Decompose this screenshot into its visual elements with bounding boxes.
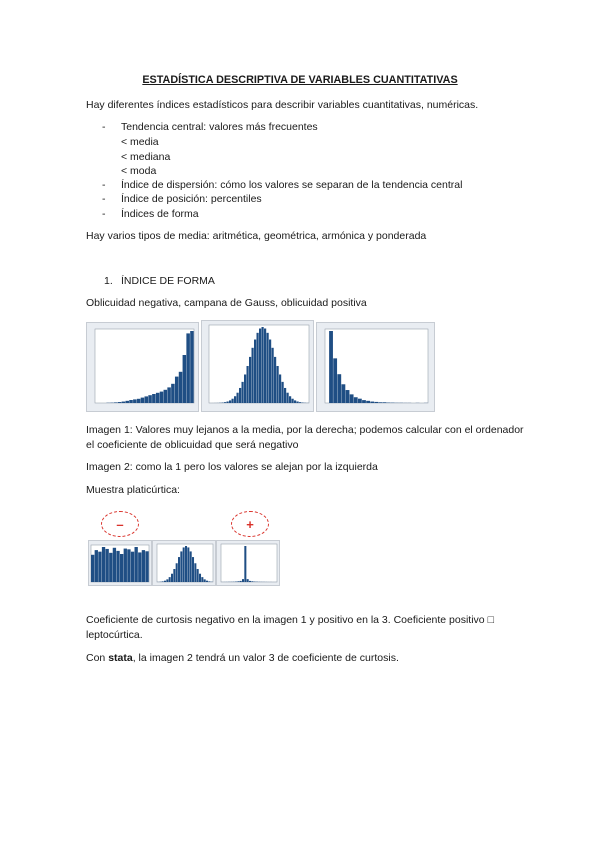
histogram-bar: [350, 394, 354, 403]
histogram-bar: [284, 388, 286, 403]
bullet-dash: -: [102, 179, 106, 191]
histogram-bar: [329, 331, 333, 403]
histogram-bar: [137, 399, 141, 403]
histogram-bar: [194, 563, 196, 582]
histogram-bar: [180, 551, 182, 582]
minus-badge: –: [101, 511, 139, 537]
histogram-bar: [131, 552, 134, 582]
histogram-bar: [145, 396, 149, 403]
histogram-bar: [374, 402, 378, 403]
histogram-bar: [124, 549, 127, 582]
histogram-bar: [133, 399, 137, 403]
histogram-negative-skew: [86, 322, 199, 412]
histogram-bar: [333, 358, 337, 403]
histogram-bar: [113, 548, 116, 582]
histogram-bar: [206, 581, 208, 582]
histogram-bar: [135, 547, 138, 582]
histogram-bar: [192, 557, 194, 582]
histogram-bar: [354, 397, 358, 403]
histogram-bar: [114, 402, 118, 403]
curtosis-text-line2: leptocúrtica.: [86, 629, 143, 641]
histogram-bar: [252, 348, 254, 403]
histogram-bar: [141, 398, 145, 403]
histogram-bar: [267, 333, 269, 403]
bullet-posicion: Índice de posición: percentiles: [121, 193, 262, 205]
histogram-bar: [190, 551, 192, 582]
histogram-bar: [240, 581, 242, 582]
histogram-bar: [102, 547, 105, 582]
histogram-bar: [242, 382, 244, 403]
histogram-bar: [169, 577, 171, 582]
histogram-bar: [249, 581, 251, 582]
histogram-bar: [190, 331, 194, 403]
histogram-bar: [358, 399, 362, 403]
histogram-bar: [232, 399, 234, 403]
histogram-bar: [244, 374, 246, 403]
histogram-bar: [366, 401, 370, 403]
histogram-bar: [95, 550, 98, 582]
histogram-bar: [227, 401, 229, 403]
histogram-bar: [251, 581, 253, 582]
sub-item-mediana: < mediana: [121, 151, 171, 163]
stata-prefix: Con: [86, 652, 109, 664]
histogram-bar: [277, 366, 279, 403]
histogram-bar: [98, 552, 101, 582]
histogram-bar: [127, 549, 130, 582]
histogram-bar: [145, 551, 148, 582]
media-types-text: Hay varios tipos de media: aritmética, geométrica, armónica y ponderada: [86, 230, 427, 242]
histogram-bar: [282, 382, 284, 403]
histogram-bar: [162, 581, 164, 582]
histogram-bar: [379, 402, 383, 403]
histogram-bar: [274, 357, 276, 403]
histogram-bar: [129, 400, 133, 403]
histogram-bar: [299, 402, 301, 403]
histogram-bar: [118, 402, 122, 403]
histogram-bar: [201, 577, 203, 582]
histogram-bar: [229, 400, 231, 403]
bullet-dash: -: [102, 208, 106, 220]
sub-item-media: < media: [121, 136, 159, 148]
histogram-bar: [237, 393, 239, 403]
bullet-dispersion: Índice de dispersión: cómo los valores se separan de la tendencia central: [121, 179, 463, 191]
histogram-bar: [242, 579, 244, 582]
histogram-bar: [186, 333, 190, 403]
histogram-bar: [197, 569, 199, 582]
histogram-bar: [116, 551, 119, 582]
histogram-bar: [224, 402, 226, 403]
histogram-bar: [183, 547, 185, 582]
histogram-bar: [247, 366, 249, 403]
bullet-forma: Índices de forma: [121, 208, 199, 220]
histogram-bar: [383, 402, 387, 403]
curtosis-text-line1: Coeficiente de curtosis negativo en la imagen 1 y positivo en la 3. Coeficiente positivo □: [86, 614, 494, 626]
histogram-bar: [166, 579, 168, 582]
histogram-mesokurtic: [152, 540, 216, 586]
histogram-bar: [109, 553, 112, 582]
histogram-bar: [208, 581, 210, 582]
histogram-bar: [237, 581, 239, 582]
intro-text: Hay diferentes índices estadísticos para describir variables cuantitativas, numéricas.: [86, 99, 479, 111]
stata-suffix: , la imagen 2 tendrá un valor 3 de coeficiente de curtosis.: [132, 652, 399, 664]
imagen1-text-line2: el coeficiente de oblicuidad que será negativo: [86, 439, 299, 451]
histogram-bar: [370, 402, 374, 403]
histogram-bar: [125, 401, 129, 403]
histogram-gaussian: [201, 320, 314, 412]
histogram-bar: [254, 340, 256, 403]
histogram-bar: [178, 557, 180, 582]
histogram-bar: [272, 348, 274, 403]
histogram-bar: [279, 374, 281, 403]
page-title: ESTADÍSTICA DESCRIPTIVA DE VARIABLES CUANTITATIVAS: [142, 74, 458, 86]
imagen2-text: Imagen 2: como la 1 pero los valores se alejan por la izquierda: [86, 461, 378, 473]
histogram-bar: [269, 340, 271, 403]
histogram-bar: [106, 549, 109, 582]
histogram-bar: [292, 399, 294, 403]
histogram-bar: [234, 396, 236, 403]
histogram-bar: [362, 400, 366, 403]
histogram-bar: [264, 329, 266, 404]
bullet-tendencia: Tendencia central: valores más frecuentes: [121, 121, 318, 133]
plus-badge: +: [231, 511, 269, 537]
histogram-bar: [287, 393, 289, 403]
histogram-bar: [164, 390, 168, 403]
stata-text: [86, 652, 399, 664]
plot-area: [221, 544, 277, 582]
oblicuidad-text: Oblicuidad negativa, campana de Gauss, oblicuidad positiva: [86, 297, 367, 309]
histogram-bar: [257, 333, 259, 403]
histogram-bar: [167, 387, 171, 403]
muestra-text: Muestra platicúrtica:: [86, 484, 180, 496]
histogram-bar: [176, 563, 178, 582]
histogram-bar: [148, 395, 152, 403]
histogram-positive-skew: [316, 322, 435, 412]
histogram-bar: [294, 400, 296, 403]
histogram-bar: [204, 579, 206, 582]
histogram-bar: [247, 579, 249, 582]
histogram-bar: [262, 327, 264, 403]
histogram-bar: [346, 390, 350, 403]
histogram-bar: [160, 392, 164, 403]
histogram-leptokurtic: [216, 540, 280, 586]
histogram-bar: [341, 384, 345, 403]
histogram-platykurtic: [88, 540, 152, 586]
imagen1-text-line1: Imagen 1: Valores muy lejanos a la media, por la derecha; podemos calcular con el ordenador: [86, 424, 524, 436]
histogram-bar: [120, 554, 123, 582]
stata-keyword: stata: [108, 652, 133, 664]
histogram-bar: [185, 546, 187, 582]
histogram-bar: [183, 355, 187, 403]
histogram-bar: [156, 393, 160, 403]
bullet-dash: -: [102, 193, 106, 205]
histogram-bar: [164, 581, 166, 582]
histogram-bar: [138, 552, 141, 582]
histogram-bar: [175, 377, 179, 403]
bullet-dash: -: [102, 121, 106, 133]
sub-item-moda: < moda: [121, 165, 157, 177]
histogram-bar: [244, 546, 246, 582]
histogram-bar: [199, 574, 201, 582]
histogram-bar: [297, 401, 299, 403]
section-number: 1.: [104, 275, 113, 287]
histogram-bar: [171, 574, 173, 582]
section-heading: ÍNDICE DE FORMA: [121, 275, 215, 287]
histogram-bar: [173, 569, 175, 582]
histogram-bar: [289, 396, 291, 403]
histogram-bar: [122, 402, 126, 403]
histogram-bar: [249, 357, 251, 403]
histogram-bar: [259, 329, 261, 404]
histogram-bar: [142, 550, 145, 582]
histogram-bar: [171, 384, 175, 403]
histogram-bar: [187, 547, 189, 582]
histogram-bar: [91, 555, 94, 582]
histogram-bar: [337, 374, 341, 403]
histogram-bar: [239, 388, 241, 403]
histogram-bar: [152, 394, 156, 403]
histogram-bar: [179, 372, 183, 403]
